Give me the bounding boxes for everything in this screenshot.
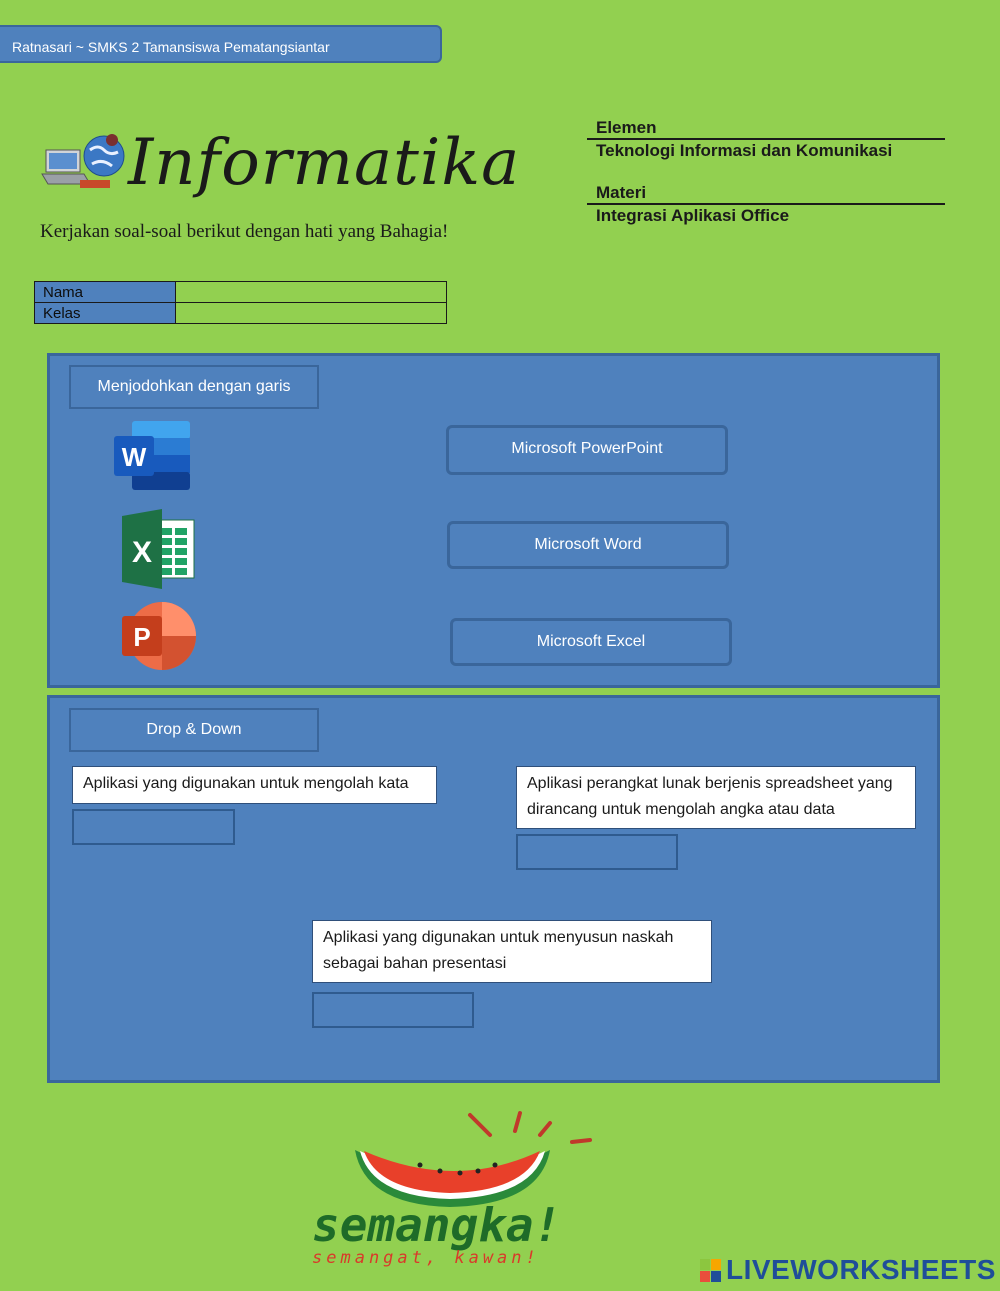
- question-word-processor: Aplikasi yang digunakan untuk mengolah kata: [72, 766, 437, 804]
- drop-zone-3[interactable]: [312, 992, 474, 1028]
- nama-row: [35, 282, 447, 303]
- materi-label: Materi: [596, 183, 647, 202]
- matching-title: Menjodohkan dengan garis: [69, 365, 319, 409]
- materi-rule: [587, 203, 945, 205]
- logo-tagline: semangat, kawan!: [312, 1248, 540, 1268]
- page-title: Informatika: [128, 126, 521, 200]
- question-presentation: Aplikasi yang digunakan untuk menyusun naskah sebagai bahan presentasi: [312, 920, 712, 983]
- option-word[interactable]: Microsoft Word: [447, 521, 729, 569]
- liveworksheets-brand[interactable]: LIVEWORKSHEETS: [726, 1254, 996, 1285]
- identity-table: [34, 281, 447, 324]
- nama-label: Nama: [35, 282, 176, 303]
- materi-value: Integrasi Aplikasi Office: [596, 206, 790, 225]
- drop-zone-2[interactable]: [516, 834, 678, 870]
- excel-icon[interactable]: [120, 508, 196, 590]
- dragdrop-panel: [47, 695, 940, 1083]
- question-spreadsheet: Aplikasi perangkat lunak berjenis spreadsheet yang dirancang untuk mengolah angka atau data: [516, 766, 916, 829]
- drop-zone-1[interactable]: [72, 809, 235, 845]
- dragdrop-title: Drop & Down: [69, 708, 319, 752]
- author-tag: Ratnasari ~ SMKS 2 Tamansiswa Pematangsiantar: [0, 25, 442, 63]
- computer-globe-icon: [40, 128, 130, 198]
- kelas-label: Kelas: [35, 303, 176, 324]
- elemen-rule: [587, 138, 945, 140]
- option-powerpoint[interactable]: Microsoft PowerPoint: [446, 425, 728, 475]
- liveworksheets-icon: [700, 1259, 722, 1283]
- elemen-value: Teknologi Informasi dan Komunikasi: [596, 141, 893, 160]
- elemen-label: Elemen: [596, 118, 657, 137]
- page-subtitle: Kerjakan soal-soal berikut dengan hati yang Bahagia!: [40, 221, 449, 242]
- excel-icon-letter: X: [131, 536, 153, 569]
- logo-word: semangka!: [312, 1198, 562, 1252]
- word-icon-letter: W: [121, 442, 147, 472]
- powerpoint-icon-letter: P: [133, 622, 151, 652]
- powerpoint-icon[interactable]: [120, 600, 200, 674]
- option-excel[interactable]: Microsoft Excel: [450, 618, 732, 666]
- semangka-logo: [300, 1105, 640, 1275]
- word-icon[interactable]: [112, 420, 192, 492]
- kelas-row: [35, 303, 447, 324]
- kelas-field[interactable]: [176, 303, 447, 324]
- nama-field[interactable]: [176, 282, 447, 303]
